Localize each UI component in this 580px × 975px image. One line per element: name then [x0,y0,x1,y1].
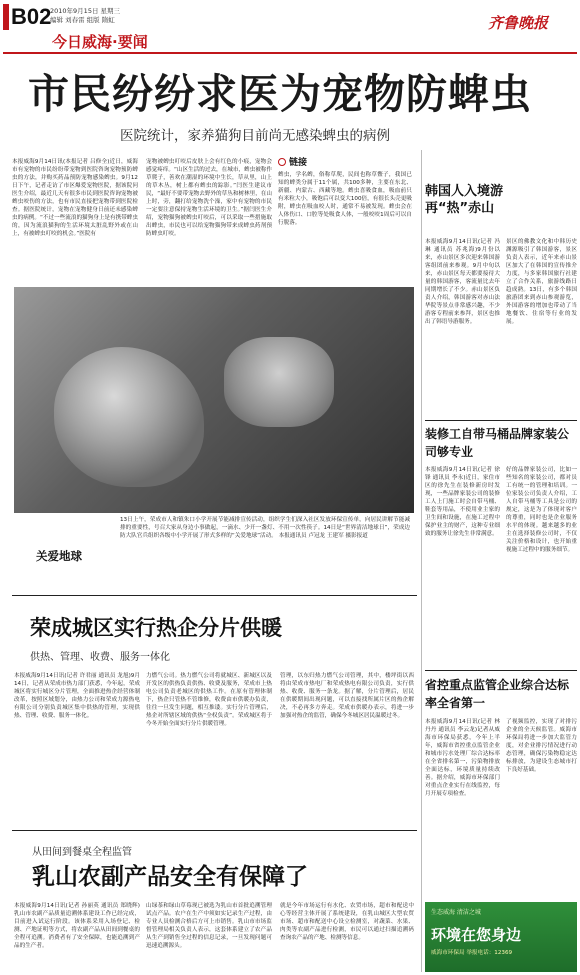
page-code-label: B02 [3,4,43,30]
agri-headline: 乳山农副产品安全有保障了 [32,864,308,890]
photo-divider [12,595,417,596]
decor-divider [425,670,577,671]
korea-column-2: 景区的佛教文化和中韩历史渊源吸引了韩国游客，景区负责人表示，近年来赤山景区加大了在韩国的宣传推介力度，与多家韩国旅行社建立了合作关系，旅游线路日趋成熟。13日，有多个韩国旅游团来到赤山参观游览，外国游客的增加也带动了当地餐饮、住宿等行业的发展。 [506,239,577,325]
hand-shape [224,337,334,427]
heating-column-3: 管理，以东归热力燃气公司管理，其中，楼坪街以西将由荣成市热电厂和荣成热电有限公司负责，实行供热、收费、服务一条龙。据了解，分片管理后，居民在供暖期间出现问题，可以直接找所属片区的热企解决，不必再多方奔走。荣成市供暖办表示，将进一步加强对热企的监管，确保今冬城区居民温暖过冬。 [280,673,414,719]
lead-subhead: 医院统计，家养猫狗目前尚无感染蜱虫的病例 [120,128,390,144]
heating-headline: 荣成城区实行热企分片供暖 [30,616,282,640]
decor-column-2: 好的品牌家装公司，比如一些知名的家装公司，都对员工有统一的管理和培训。一位家装公司负责人介绍，工人自带马桶等工具是公司的规定，这是为了体现对客户的尊重，同时也是企业服务水平的体现。越来越多的业主在选择装修公司时，不仅关注价格和设计，也开始重视施工过程中的服务细节。 [506,467,577,553]
column-divider [421,150,422,972]
korea-headline-text: 韩国人入境游再“热”赤山 [425,184,504,216]
link-label: 链接 [289,158,308,168]
ad-line-3: 威海市环保局 举报电话：12369 [431,950,513,956]
supervision-column-2: 了视频监控，实现了对排污企业的全天候监管。威海市环保局将进一步加大监管力度，对企业排污情况进行动态管理，确保污染物稳定达标排放，为建设生态城市打下良好基础。 [506,719,577,773]
ad-line-1: 生态威海 清洁之城 [431,909,481,916]
ad-line-2: 环境在您身边 [431,926,522,944]
decor-headline: 装修工自带马桶品牌家装公司够专业 [425,427,570,459]
decor-column-1: 本报威海9月14日讯(记者 徐锋 通讯员 李永)近日，家住市区的徐先生在装修新房时发现，一些品牌家装公司的装修工人上门施工时会自带马桶、鞋套等用品，不使用业主家的卫生间和设施，在施工过程中保护业主的财产，这种专业细致的服务让徐先生非常满意。 [425,467,500,537]
dog-shape [54,347,204,487]
link-icon [278,158,286,166]
heating-column-2: 力燃气公司。热力燃气公司将就城区、新城区以及开发区的供热负责供热、收费及服务，荣成市上热电公司负责老城区的供热工作。在原有管理体制下，热企只管热不管维修，收费由市供暖办负责，往往一旦发生问题，相互推诿。实行分片管理后，热企对所辖区域的供热“全权负责”。荣成城区将于今冬开始全面实行分片供暖管理。 [146,673,272,727]
date-line: 2010年9月15日 星期三 [50,7,121,15]
section-title: 今日威海·要闻 [52,33,148,51]
link-text: 蜱虫，学名蜱，俗称草爬，民间也称草鳖子，我国已知的蜱类分属于11个属，共100多种，主要在东北、新疆、内蒙古、西藏等地。蜱虫喜吸食血，吸血前只有米粒大小，吸饱后可以变大100倍，有很长头壳更吸附，蜱虫在吸血咬人时，通常不易被发现。蜱虫会在人体伤口、口腔等处吸食人体，一般咬咬1周后可以自行脱落。 [278,172,412,226]
masthead-divider [3,52,577,54]
dog-photo [14,287,414,513]
paper-name-logo: 齐鲁晚报 [488,14,549,32]
korea-divider [425,420,577,421]
korea-headline [425,183,575,217]
lead-column-1: 本报威海9月14日讯(本报记者 吕修全)近日，威海市有宠物的市民纷纷带宠物到医院咨询宠物预防蜱虫的方法，并购买药品预防宠物感染蜱虫。9月12日下午，记者走访了市区爆爱宠物医院，据该院问医生介绍，最近几天有很多市民到医院咨询宠物被蜱虫咬伤的方法，也有市民直接把宠物带到医院检查。据医院统计，宠物在宠物健身日前还未感染蜱虫的病例。“不过一些流浪的猫狗身上是有携带蜱虫的，因为流浪猫狗的生活环境太脏乱野外或在山上，有被蜱虫叮咬的机会。”医院有 [12,159,138,237]
heating-subhead: 供热、管理、收费、服务一体化 [30,652,170,663]
lead-column-2: 宠物被蜱虫叮咬后皮肤上会有红色的小痕，宠物会感觉疼痒。“山区生活的过去，在城市，蜱虫被称作草爬子，善欢在潮湿的环境中生长，草从里，山上的草木丛，树上都有蜱虫的踪影。”闫医生建议市民，“最好不要带宠物去野外的草丛和树林里，在山上时，旁，翻打给宠物洗个澡，家中有宠物的市民一定要注意保持宠物生活环境的卫生。”据闫医生介绍，宠物猫狗被蜱虫叮咬后，可以采取一些措施取出蜱虫，市民也可以给宠物猫狗带来成蜱虫药剂预防蜱虫叮咬。 [146,159,272,237]
supervision-column-1: 本报威海9月14日讯(记者 林丹丹 通讯员 李云龙)记者从威海市环保局获悉，今年上半年，威海市省控重点监管企业和城市污水处理厂综合达标率在全省排名第一，污染物排放全面达标，环境质量持续改善。据介绍，威海市环保部门对重点企业实行在线监控，每月开展专项检查。 [425,719,500,797]
agri-column-3: 就是今年市场运行有水化、农贸市场，超市和配送中心等经营主体开展了系统建设，在乳山城区大型农贸市场、超市和配送中心设立检测室，对蔬菜、水果、肉类等农副产品进行检测，市民可以通过扫描追溯码查询农产品的产地、检测等信息。 [280,903,414,941]
korea-column-1: 本报威海9月14日讯(记者 冯琳 通讯员 苏兆海)9月份以来，赤山景区多次迎来韩国游客组团前来参观。9月中旬以来，赤山景区每天都要接待大量的韩国游客，客流量比去年同期增长了不少。赤山景区负责人介绍，韩国游客对赤山法华院等景点非常感兴趣，不少游客专程前来参拜，景区也推出了韩语导游服务。 [425,239,500,325]
supervision-headline: 省控重点监管企业综合达标率全省第一 [425,678,570,710]
agri-kicker: 从田间到餐桌全程监管 [32,847,132,858]
heating-divider [12,830,417,831]
lead-headline: 市民纷纷求医为宠物防蜱虫 [28,70,532,118]
environment-ad [425,902,577,972]
page-code [3,4,52,34]
heating-column-1: 本报威海9月14日讯(记者 许君丽 通讯员 龙旭)9月14日，记者从荣成市热力部门获悉，今年起，荣成城区将实行城区分片管理，全面推进热企经营体制改革，按照区域划分，由热力公司和荣成力源热电有限公司分别负责城区集中供热的管理，实现供热、管理、收费、服务一体化。 [14,673,140,719]
caption-text: 13日上午，荣成市人和镇朱口小学开展节能减排宣传活动，组织学生们深入社区发放环保宣传单，向居民讲解节能减排的重要性，号召大家从身边小事做起，一滴水、少开一盏灯、不用一次性筷子。14日是“世界清洁地球日”，荣成边防大队官兵组织各级中小学开展了形式多样的“关爱地球”活动。 本报通讯员 卢冠龙 王建军 摄影报道 [120,517,410,539]
agri-column-2: 山绿茶和绿山草莓现已被选为乳山市首批追溯管理试点产品。农户在生产中须如实记录生产过程，由专业人员检测合格后方可上市销售。乳山市市场监督管理局相关负责人表示，这套体系建立了农产品从生产到销售全过程的信息记录，一旦发现问题可迅速追溯源头。 [146,903,272,949]
caption-row [14,513,414,591]
caption-tag: 关爱地球 [36,549,82,563]
editor-line: 编辑 刘春雷 组版 隋虹 [50,16,115,24]
link-box [278,155,412,303]
agri-column-1: 本报威海9月14日讯(记者 孙丽英 通讯员 郑晓辉)乳山市农副产品质量追溯体系建设工作已经完成，目前进入试运行阶段。该体系采用入场登记、检测、产地证明等方式，将农副产品从田间到餐桌的全程可追溯。消费者有了安全保障，也能追溯到产品的生产者。 [14,903,140,949]
